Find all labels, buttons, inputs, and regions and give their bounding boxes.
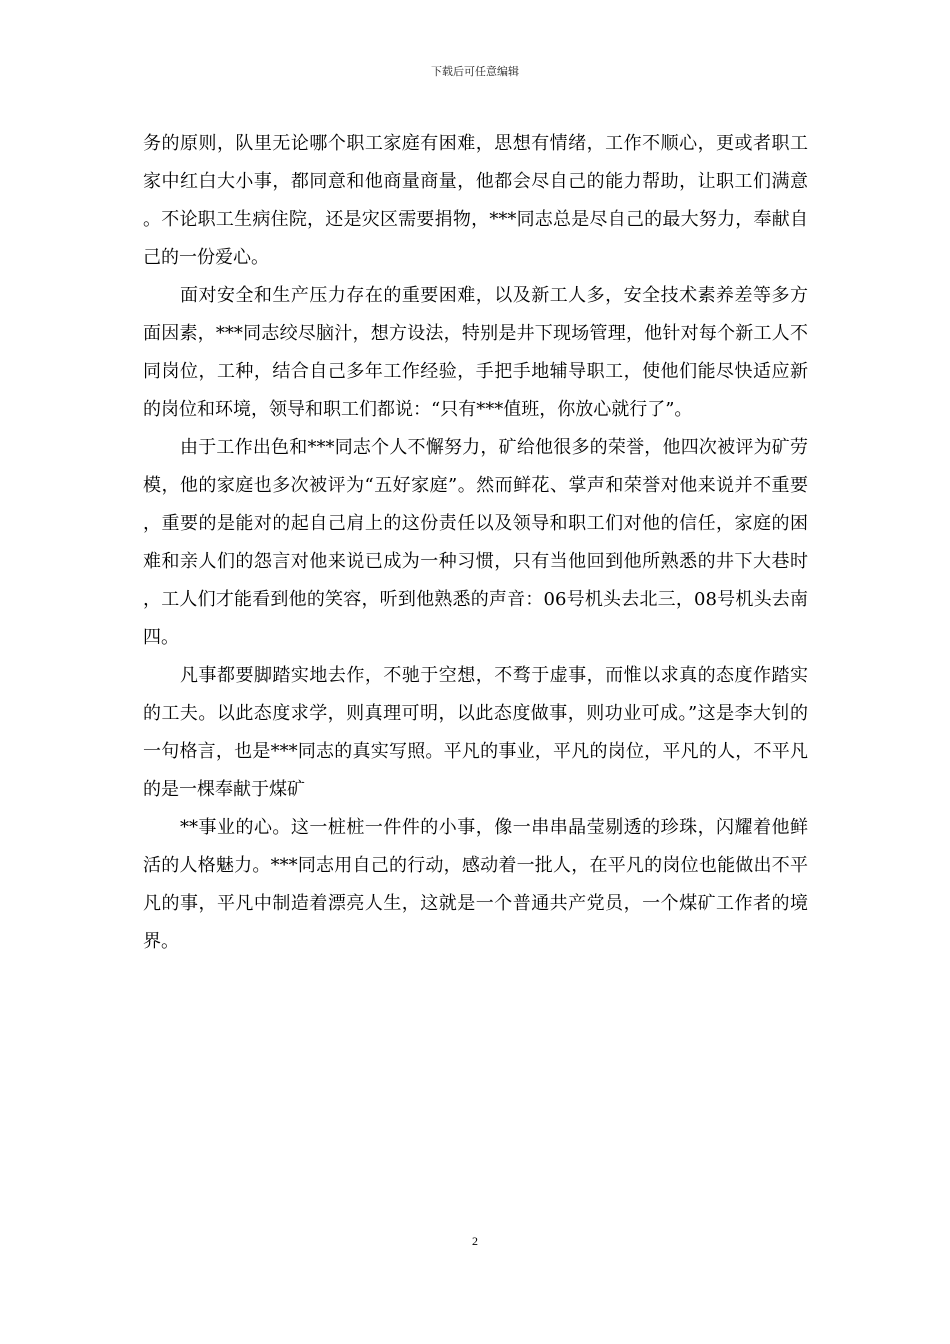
document-body bbox=[143, 125, 808, 961]
body-paragraph: 务的原则，队里无论哪个职工家庭有困难，思想有情绪，工作不顺心，更或者职工家中红白大小事，都同意和他商量商量，他都会尽自己的能力帮助，让职工们满意。不论职工生病住院，还是灾区需要捐物，***同志总是尽自己的最大努力，奉献自己的一份爱心。 bbox=[143, 133, 808, 268]
page-header: 下载后可任意编辑 bbox=[431, 65, 519, 78]
body-paragraph: 面对安全和生产压力存在的重要困难，以及新工人多，安全技术素养差等多方面因素，***同志绞尽脑汁，想方设法，特别是井下现场管理，他针对每个新工人不同岗位，工种，结合自己多年工作经验，手把手地辅导职工，使他们能尽快适应新的岗位和环境，领导和职工们都说：“只有***值班，你放心就行了”。 bbox=[143, 285, 808, 420]
body-paragraph: 凡事都要脚踏实地去作，不驰于空想，不骛于虚事，而惟以求真的态度作踏实的工夫。以此态度求学，则真理可明，以此态度做事，则功业可成。”这是李大钊的一句格言，也是***同志的真实写照。平凡的事业，平凡的岗位，平凡的人，不平凡的是一棵奉献于煤矿 bbox=[143, 665, 808, 800]
body-paragraph: 由于工作出色和***同志个人不懈努力，矿给他很多的荣誉，他四次被评为矿劳模，他的家庭也多次被评为“五好家庭”。然而鲜花、掌声和荣誉对他来说并不重要，重要的是能对的起自己肩上的这份责任以及领导和职工们对他的信任，家庭的困难和亲人们的怨言对他来说已成为一种习惯，只有当他回到他所熟悉的井下大巷时，工人们才能看到他的笑容，听到他熟悉的声音：06号机头去北三，08号机头去南四。 bbox=[143, 437, 808, 648]
page-number: 2 bbox=[472, 1234, 478, 1248]
body-paragraph: **事业的心。这一桩桩一件件的小事，像一串串晶莹剔透的珍珠，闪耀着他鲜活的人格魅力。***同志用自己的行动，感动着一批人，在平凡的岗位也能做出不平凡的事，平凡中制造着漂亮人生，这就是一个普通共产党员，一个煤矿工作者的境界。 bbox=[143, 817, 808, 952]
